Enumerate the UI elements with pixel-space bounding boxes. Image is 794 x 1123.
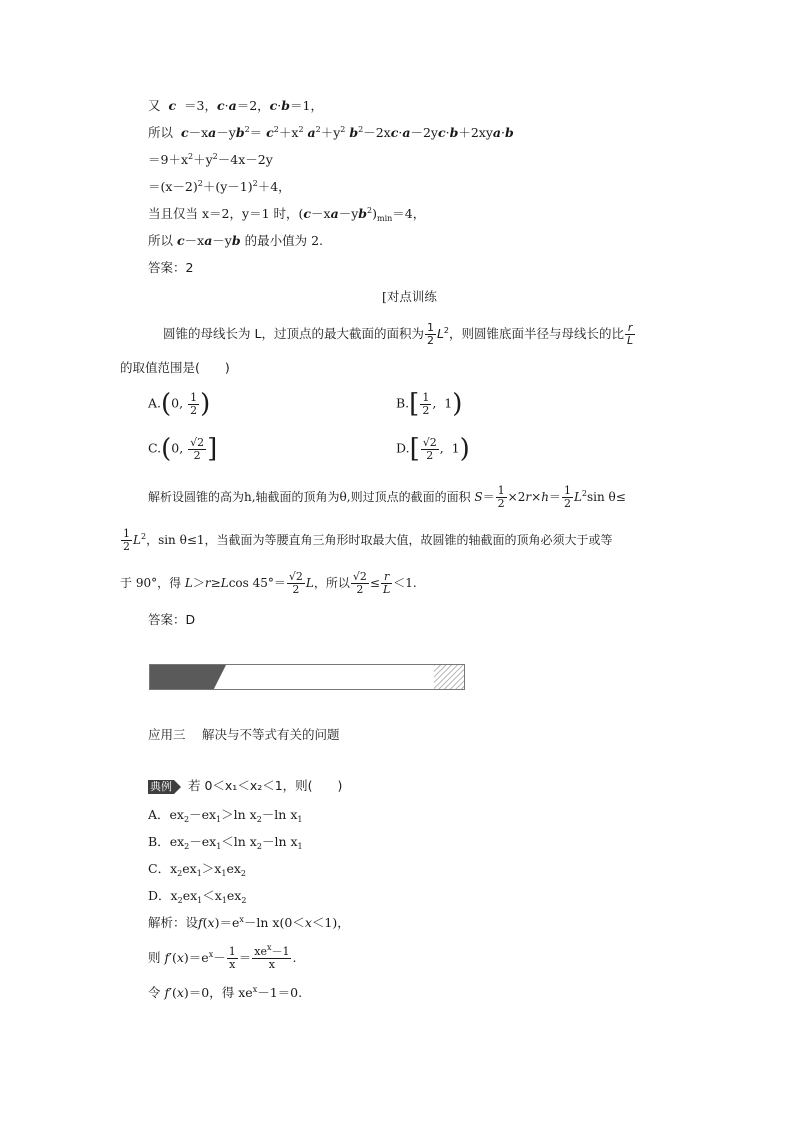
option-a: A.(0, $\frac{1}{2}$ )	[148, 389, 211, 419]
example2-question: 典例 若 0＜x₁＜x₂＜1，则( )	[150, 778, 343, 793]
solution-line-3: $=9+x^2+y^2-4x-2y$	[148, 152, 273, 167]
example2-option-d: D．$x_2ex_1<x_1ex_2$	[148, 888, 247, 905]
section-banner	[149, 664, 465, 690]
solution-line-6: 所以 c－xa－yb 的最小值为 2.	[148, 233, 323, 248]
answer-1: 答案：2	[148, 260, 194, 275]
training-header: [对点训练	[382, 289, 437, 304]
section-title: 应用三 解决与不等式有关的问题	[148, 727, 340, 742]
training-solution-line3: 于 90°，得 L＞r≥Lcos 45°＝ $\frac{√2}{2}$ L，所以 $\frac{√2}{2}$ ≤ $\frac{r}{L}$ ＜1.	[120, 570, 417, 596]
training-solution-line2: $\frac{1}{2}$ $L^2$，sin θ≤1，当截面为等腰直角三角形时取最大值，故圆锥的轴截面的顶角必须大于或等	[123, 527, 613, 553]
example2-solution-line1: 解析：设$f(x)=e^x-\ln$ x(0＜x＜1)，	[148, 915, 350, 930]
option-b: B.[ $\frac{1}{2}$ , 1)	[396, 389, 463, 419]
answer-2: 答案：D	[148, 612, 196, 627]
solution-line-5: 当且仅当 x＝2，y＝1 时，$(c-xa-yb^2)_{min}=4$，	[148, 206, 426, 223]
banner-hatch	[434, 665, 464, 689]
banner-dark-block	[150, 665, 226, 689]
example2-solution-line3: 令 f′(x)＝0，得 $xe^x-1=0$.	[148, 985, 303, 1000]
example2-option-b: B．$ex_2-ex_1<\ln$ $x_2-\ln$ $x_1$	[148, 834, 303, 851]
example2-solution-line2: 则 $f'(x)=e^x-$ $\frac{1}{x}$ ＝ $\frac{xe^x-1}{x}$ .	[148, 943, 297, 971]
example2-option-a: A．$ex_2-ex_1>\ln$ $x_2-\ln$ $x_1$	[148, 807, 303, 824]
training-question-line2: 的取值范围是( )	[120, 360, 230, 375]
solution-line-2: 所以 $c-xa-yb^2= c^2+x^2$ $a^2+y^2$ $b^2-2xc\cdot a-2yc\cdot b+2xya\cdot b$	[148, 125, 514, 140]
example2-option-c: C．$x_2ex_1>x_1ex_2$	[148, 861, 246, 878]
solution-line-1: 又 c ＝3，c·a＝2，c·b＝1，	[148, 98, 323, 113]
solution-line-4: $=(x-2)^2+(y-1)^2+4$，	[148, 179, 291, 194]
option-c: C.(0, $\frac{√2}{2}$ ]	[148, 434, 218, 464]
training-solution-line1: 解析设圆锥的高为h,轴截面的顶角为θ,则过顶点的截面的面积 S＝ $\frac{1}{2}$ ×2r×h＝ $\frac{1}{2}$ $L^2\sin$ θ≤	[148, 484, 626, 510]
example-tag: 典例	[150, 780, 172, 793]
training-question-line1: 圆锥的母线长为 L，过顶点的最大截面的面积为 $\frac{1}{2}$ $L^2$，则圆锥底面半径与母线长的比 $\frac{r}{L}$	[163, 321, 634, 347]
option-d: D.[ $\frac{√2}{2}$ , 1)	[396, 434, 470, 464]
